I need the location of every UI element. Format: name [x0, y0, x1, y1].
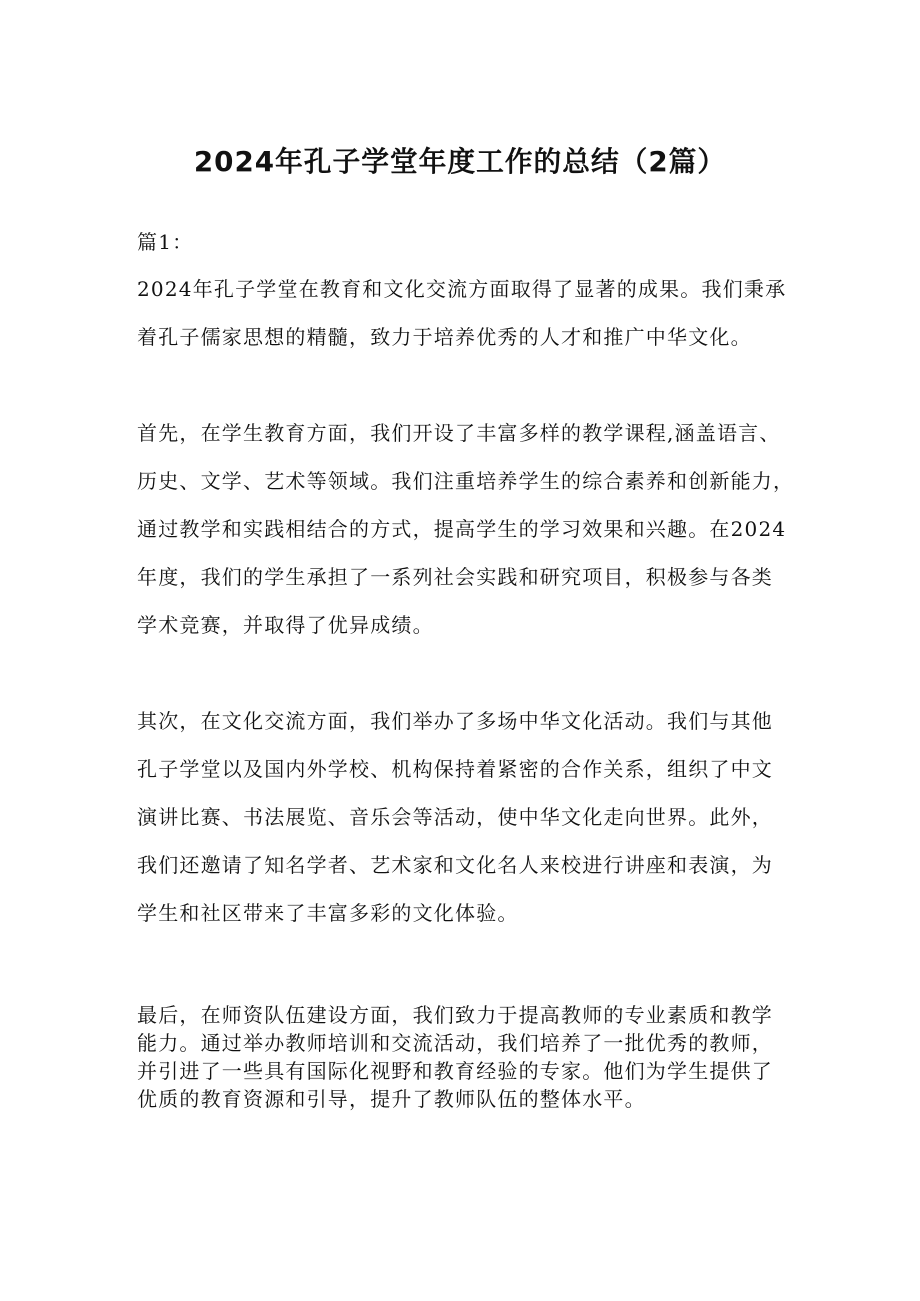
document-title: 2024年孔子学堂年度工作的总结（2篇）: [193, 145, 727, 178]
paragraph-2-line-2: 历史、文学、艺术等领域。我们注重培养学生的综合素养和创新能力，: [137, 469, 795, 493]
paragraph-3-line-5: 学生和社区带来了丰富多彩的文化体验。: [137, 901, 519, 925]
paragraph-4-line-2: 能力。通过举办教师培训和交流活动，我们培养了一批优秀的教师，: [137, 1031, 773, 1055]
paragraph-2-line-3: 通过教学和实践相结合的方式，提高学生的学习效果和兴趣。在2024: [137, 517, 787, 541]
paragraph-4-line-1: 最后，在师资队伍建设方面，我们致力于提高教师的专业素质和教学: [137, 1003, 773, 1027]
paragraph-4-line-4: 优质的教育资源和引导，提升了教师队伍的整体水平。: [137, 1087, 646, 1111]
paragraph-1-line-2: 着孔子儒家思想的精髓，致力于培养优秀的人才和推广中华文化。: [137, 325, 752, 349]
paragraph-3-line-3: 演讲比赛、书法展览、音乐会等活动，使中华文化走向世界。此外，: [137, 805, 773, 829]
paragraph-4-line-3: 并引进了一些具有国际化视野和教育经验的专家。他们为学生提供了: [137, 1059, 773, 1083]
paragraph-2-line-1: 首先，在学生教育方面，我们开设了丰富多样的教学课程,涵盖语言、: [137, 421, 781, 445]
section-label: 篇1：: [137, 230, 194, 254]
paragraph-1-line-1: 2024年孔子学堂在教育和文化交流方面取得了显著的成果。我们秉承: [137, 277, 787, 301]
paragraph-3-line-2: 孔子学堂以及国内外学校、机构保持着紧密的合作关系，组织了中文: [137, 757, 773, 781]
paragraph-2-line-4: 年度，我们的学生承担了一系列社会实践和研究项目，积极参与各类: [137, 565, 773, 589]
paragraph-2-line-5: 学术竞赛，并取得了优异成绩。: [137, 613, 434, 637]
paragraph-3-line-4: 我们还邀请了知名学者、艺术家和文化名人来校进行讲座和表演，为: [137, 853, 773, 877]
paragraph-3-line-1: 其次，在文化交流方面，我们举办了多场中华文化活动。我们与其他: [137, 709, 773, 733]
